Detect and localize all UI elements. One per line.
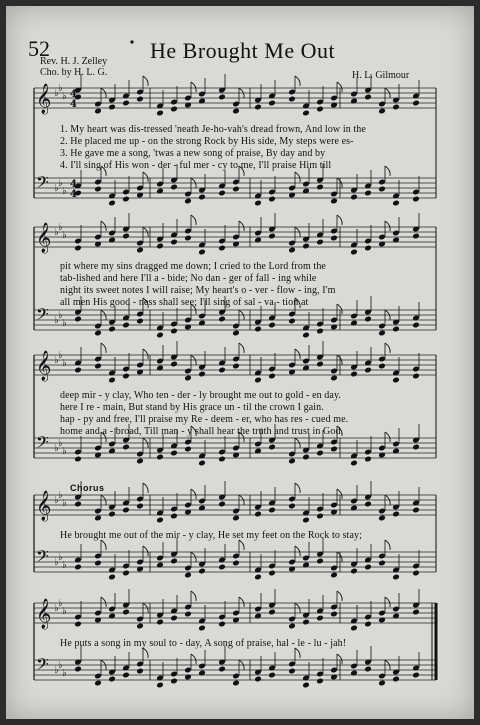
svg-text:♭: ♭	[62, 560, 67, 571]
svg-text:♭: ♭	[62, 446, 67, 457]
svg-text:♭: ♭	[54, 315, 59, 326]
svg-text:♭: ♭	[62, 91, 67, 102]
svg-text:♭: ♭	[58, 83, 63, 94]
svg-text:♭: ♭	[58, 350, 63, 361]
svg-text:♭: ♭	[58, 310, 63, 321]
svg-text:𝄞: 𝄞	[36, 223, 52, 253]
svg-text:♭: ♭	[58, 438, 63, 449]
svg-text:♭: ♭	[58, 490, 63, 501]
svg-text:𝄢: 𝄢	[36, 654, 49, 678]
svg-text:4: 4	[70, 179, 77, 190]
lyric-line: all men His good - ness shall see; I'll sing of sal - va - tion at	[60, 297, 309, 308]
lyric-line: deep mir - y clay, Who ten - der - ly brought me out to gold - en day.	[60, 390, 341, 401]
svg-text:𝄞: 𝄞	[36, 491, 52, 521]
svg-text:♭: ♭	[54, 183, 59, 194]
hymn-title: He Brought Me Out	[150, 38, 336, 63]
svg-text:♭: ♭	[62, 358, 67, 369]
svg-text:♭: ♭	[58, 660, 63, 671]
svg-text:♭: ♭	[62, 186, 67, 197]
svg-text:♭: ♭	[62, 318, 67, 329]
svg-text:♭: ♭	[58, 178, 63, 189]
lyric-line: 1. My heart was dis-tressed 'neath Je-ho-vah's dread frown, And low in the	[60, 124, 366, 135]
svg-text:𝄢: 𝄢	[36, 172, 49, 196]
svg-text:♭: ♭	[58, 552, 63, 563]
lyric-line: He puts a song in my soul to - day, A song of praise, hal - le - lu - jah!	[60, 638, 347, 649]
svg-text:♭: ♭	[54, 665, 59, 676]
svg-text:𝄞: 𝄞	[36, 599, 52, 629]
svg-text:♭: ♭	[54, 603, 59, 614]
lyric-line: pit where my sins dragged me down; I cried to the Lord from the	[60, 261, 326, 272]
svg-text:𝄞: 𝄞	[36, 84, 52, 114]
svg-text:4: 4	[70, 89, 77, 100]
svg-text:♭: ♭	[54, 495, 59, 506]
music-credit: H. L. Gilmour	[352, 70, 410, 81]
svg-text:♭: ♭	[62, 668, 67, 679]
lyric-line: 4. I'll sing of His won - der - ful mer - cy to me, I'll praise Him till	[60, 160, 332, 171]
svg-text:𝄢: 𝄢	[36, 432, 49, 456]
svg-text:4: 4	[70, 99, 77, 110]
svg-text:♭: ♭	[54, 88, 59, 99]
lyric-line: here I re - main, But stand by His grace un - til the crown I gain.	[60, 402, 324, 413]
lyric-line: tab-lished and here I'll a - bide; No dan - ger of fall - ing while	[60, 273, 317, 284]
lyric-line: He brought me out of the mir - y clay, He set my feet on the Rock to stay;	[60, 530, 362, 541]
svg-text:♭: ♭	[62, 230, 67, 241]
lyric-line: 3. He gave me a song, 'twas a new song of praise, By day and by	[60, 148, 326, 159]
svg-text:𝄞: 𝄞	[36, 351, 52, 381]
lyric-line: night its sweet notes I will raise; My heart's o - ver - flow - ing, I'm	[60, 285, 336, 296]
svg-text:𝄢: 𝄢	[36, 304, 49, 328]
svg-text:♭: ♭	[62, 498, 67, 509]
lyric-line: home and a - broad, Till man - y shall hear the truth and trust in God.	[60, 426, 344, 437]
hymn-number: 52	[28, 36, 50, 61]
svg-text:♭: ♭	[54, 355, 59, 366]
svg-text:𝄢: 𝄢	[36, 546, 49, 570]
svg-text:♭: ♭	[54, 443, 59, 454]
svg-text:4: 4	[70, 189, 77, 200]
svg-text:♭: ♭	[58, 222, 63, 233]
svg-text:♭: ♭	[54, 227, 59, 238]
words-credit: Rev. H. J. Zelley	[40, 56, 108, 67]
chorus-credit: Cho. by H. L. G.	[40, 67, 108, 78]
svg-text:♭: ♭	[62, 606, 67, 617]
svg-text:♭: ♭	[58, 598, 63, 609]
svg-text:♭: ♭	[54, 557, 59, 568]
lyric-line: 2. He placed me up - on the strong Rock by His side, My steps were es-	[60, 136, 354, 147]
chorus-label: Chorus	[70, 483, 105, 493]
lyric-line: hap - py and free, I'll praise my Re - deem - er, who has res - cued me.	[60, 414, 349, 425]
